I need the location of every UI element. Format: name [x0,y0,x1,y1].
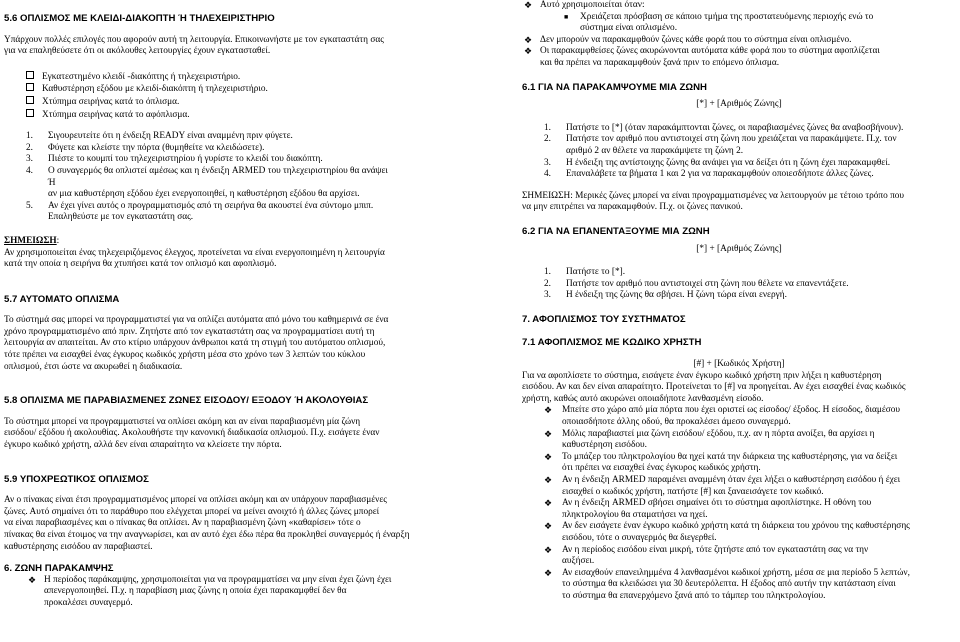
list-item-text: αυξήσει. [562,556,595,567]
list-item-text: ότι πρέπει να εισαχθεί ένας έγκυρος κωδικός χρήστη. [562,463,761,474]
left-column [4,0,470,610]
list-number: 2. [26,142,33,153]
list-item [544,169,956,181]
list-item-text: σύστημα είναι οπλισμένο. [580,23,678,34]
paragraph-line: Υπάρχουν πολλές επιλογές που αφορούν αυτή τη λειτουργία. Επικοινωνήστε με τον εγκαταστάτη σας [4,34,384,45]
checklist-item [26,109,470,122]
list-item-text: Αν έχει γίνει αυτός ο προγραμματισμός από τη σειρήνα θα ακουστεί ένα σύντομο μπιπ. [48,200,374,211]
list-item-text: Αν η ένδειξη ARMED παραμένει αναμμένη όταν έχει λήξει ο καθυστέρηση εισόδου ή έχει [562,475,901,485]
list-item-text: Σιγουρευτείτε ότι η ένδειξη READY είναι αναμμένη πριν φύγετε. [48,131,293,142]
note-heading [4,236,470,248]
paragraph-line: οπλισμού, έτσι ώστε να ακυρωθεί η διαδικασία. [4,361,183,372]
list-item [544,290,956,302]
list-item-text: Πατήστε το [*] (όταν παρακάμπτονται ζώνες, οι παραβιασμένες ζώνες θα αναβοσβήνουν). [566,122,904,133]
paragraph-line: εισόδου. Αν και δεν είναι απαραίτητο. Προτείνεται το [#] να προηγείται. Αν έχει εισαχθεί ένας κωδικός [522,382,906,393]
diamond-bullet-icon: ❖ [544,567,553,578]
list-item-text: Η ένδειξη της αντίστοιχης ζώνης θα ανάψει για να δείξει ότι η ζώνη έχει παρακαμφθεί. [566,157,891,168]
list-item-text: Αν η ένδειξη ARMED σβήσει σημαίνει ότι το σύστημα αφοπλίστηκε. Η οθόνη του [562,498,872,509]
list-item [522,35,956,47]
list-number: 1. [544,122,551,133]
paragraph-line: Για να αφοπλίσετε το σύστημα, εισάγετε έναν έγκυρο κωδικό χρήστη πριν λήξει η καθυστέρηση [522,370,882,381]
section-title-7-1: 7.1 ΑΦΟΠΛΙΣΜΟΣ ΜΕ ΚΩΔΙΚΟ ΧΡΗΣΤΗ [522,337,702,349]
paragraph-line: Αν ο πίνακας είναι έτσι προγραμματισμένος μπορεί να οπλίσει ακόμη και αν υπάρχουν παραβιασμένες [4,495,387,506]
list-item-text: Χρειάζεται πρόσβαση σε κάποιο τμήμα της προστατευόμενης περιοχής ενώ το [580,11,874,22]
paragraph-line: τότε πρέπει να εισαχθεί ένας έγκυρος κωδικός χρήστη μέσα στο χρόνο των 3 λεπτών του κύκλου [4,350,366,361]
diamond-bullet-icon: ❖ [524,0,533,10]
diamond-bullet-icon: ❖ [544,521,553,532]
section-title-5-7: 5.7 ΑΥΤΟΜΑΤΟ ΟΠΛΙΣΜΑ [4,293,120,305]
paragraph-line: ΣΗΜΕΙΩΣΗ: Μερικές ζώνες μπορεί να είναι προγραμματισμένες να λειτουργούν με τέτοιο τρόπο που [522,190,905,201]
paragraph-line: καθυστέρησης εισόδου αν παραβιαστεί. [4,541,153,552]
list-item-text: Το μπάζερ του πληκτρολογίου θα ηχεί κατά την διάρκεια της καθυστέρησης, για να δείξει [562,451,898,462]
note-label: ΣΗΜΕΙΩΣΗ [4,235,57,246]
paragraph-line: ζώνες. Αυτό σημαίνει ότι το παράθυρο που ελέγχεται μπορεί να μείνει ανοιχτό ή άλλες ζώνες μπορεί [4,506,380,517]
list-item [522,498,956,521]
paragraph-line: να είναι παραβιασμένες και ο πίνακας θα οπλίσει. Αν η παραβιασμένη ζώνη «καθαρίσει» τότε ο [4,518,361,529]
command-syntax: [*] + [Αριθμός Ζώνης] [696,99,782,110]
list-item-text: προκαλέσει συναγερμό. [44,597,133,608]
list-item-text: Ή [48,177,56,188]
list-item-text: Δεν μπορούν να παρακαμφθούν ζώνες κάθε φορά που το σύστημα είναι οπλισμένο. [540,34,852,45]
checkbox-icon [26,71,34,79]
sub-list-item [522,12,956,35]
checklist-item [26,71,470,84]
paragraph-line: λειτουργία αν απαιτείται. Αν στο κτίριο υπάρχουν άνθρωποι κατά τη στιγμή του αυτόματου οπλισμού, [4,338,386,349]
diamond-bullet-icon: ❖ [544,428,553,439]
list-item [544,134,956,157]
list-number: 2. [544,134,551,145]
paragraph-line: έγκυρο κωδικό χρήστη, αλλά δεν είναι απαραίτητο να κλείσετε την πόρτα. [4,440,282,451]
list-item [26,131,470,143]
list-item-text: Πατήστε το [*]. [566,267,626,278]
checklist-item-label: Χτύπημα σειρήνας κατά το αφόπλισμα. [42,109,190,120]
list-item [522,475,956,498]
list-item [522,568,956,603]
command-syntax: [*] + [Αριθμός Ζώνης] [696,243,782,254]
list-number: 5. [26,200,33,211]
list-item-text: Επαναλάβετε τα βήματα 1 και 2 για να παρακαμφθούν οποιεσδήποτε άλλες ζώνες. [566,169,874,180]
checklist-item [26,83,470,96]
command-syntax: [#] + [Κωδικός Χρήστη] [693,359,785,370]
paragraph-line: εισόδου/ εξόδου ή ακολουθίας. Ακολουθήστε την κανονική διαδικασία οπλισμού. Π.χ. εισάγετε έναν [4,428,380,439]
diamond-bullet-icon: ❖ [524,34,533,45]
list-item [544,279,956,291]
list-number: 1. [26,131,33,142]
list-item [522,405,956,428]
list-number: 4. [26,165,33,176]
list-number: 3. [544,290,551,301]
section-title-5-9: 5.9 ΥΠΟΧΡΕΩΤΙΚΟΣ ΟΠΛΙΣΜΟΣ [4,473,149,485]
list-item-text: Αν εισαχθούν επανειλημμένα 4 λανθασμένοι κωδικοί χρήστη, μέσα σε μια περίοδο 5 λεπτών, [562,567,910,578]
steps-list [522,123,956,181]
list-item-text: Ο συναγερμός θα οπλιστεί αμέσως και η ένδειξη ARMED του τηλεχειριστηρίου θα ανάψει [48,165,388,176]
paragraph-line: πίνακας θα είναι έτοιμος να την αναγνωρίσει, και αν αυτό έχει έδω πέρα θα προκληθεί συναγερμός ή έναρξη [4,530,410,540]
list-item [4,575,470,610]
list-number: 2. [544,278,551,289]
diamond-bullet-icon: ❖ [524,46,533,57]
list-item [522,429,956,452]
diamond-bullet-icon: ❖ [544,405,553,416]
list-item-text: καθυστέρηση εισόδου. [562,440,647,451]
list-item-text: Επαληθεύστε με τον εγκαταστάτη σας. [48,212,194,223]
square-bullet-icon: ■ [564,12,569,21]
list-number: 3. [26,154,33,165]
list-item-text: Η περίοδος παράκαμψης, χρησιμοποιείται για να προγραμματίσει να μην είναι έχει ζώνη έχει [44,574,392,585]
diamond-bullet-icon: ❖ [544,544,553,555]
paragraph-line: Το σύστημά σας μπορεί να προγραμματιστεί για να οπλίζει αυτόματα από μόνο του καθημερινά σε ένα [4,315,389,326]
list-item-text: οποιασδήποτε άλλης οδού, θα προκαλέσει άμεσο συναγερμό. [562,417,791,428]
list-item-text: απενεργοποιηθεί. Π.χ. η παραβίαση μιας ζώνης η οποία έχει παρακαμφθεί δεν θα [44,586,347,597]
steps-list [522,267,956,302]
list-number: 1. [544,267,551,278]
note-colon: : [56,235,60,246]
list-item-text: και θα πρέπει να παρακαμφθούν ξανά πριν το επόμενο όπλισμα. [540,57,780,68]
list-item-text: Πιέστε το κουμπί του τηλεχειριστηρίου ή γυρίστε το κλειδί του διακόπτη. [48,154,323,165]
paragraph-line: χρόνο προγραμματισμένο από πριν. Ζητήστε από τον εγκαταστάτη σας να προγραμματίσει αυτή τη [4,326,375,337]
list-item-text: Η ένδειξη της ζώνης θα σβήσει. Η ζώνη τώρα είναι ενεργή. [566,290,787,301]
paragraph-line: κατά την οποία η σειρήνα θα χτυπήσει κατά τον οπλισμό και αφοπλισμό. [4,259,277,270]
list-item-text: Αν η περίοδος εισόδου είναι μικρή, τότε ζητήστε από τον εγκαταστάτη σας να την [562,544,869,555]
section-title-5-8: 5.8 ΟΠΛΙΣΜΑ ΜΕ ΠΑΡΑΒΙΑΣΜΕΝΕΣ ΖΩΝΕΣ ΕΙΣΟΔΟΥ/ ΕΞΟΔΟΥ Ή ΑΚΟΛΟΥΘΙΑΣ [4,395,369,407]
diamond-bullet-icon: ❖ [544,498,553,509]
paragraph-line: να μην επιτρέπει να παρακαμφθούν. Π.χ. οι ζώνες πανικού. [522,202,743,213]
list-item [522,46,956,69]
checklist-item-label: Καθυστέρηση εξόδου με κλειδί-διακόπτη ή τηλεχειριστήριο. [42,84,268,95]
list-item [544,123,956,135]
checklist [4,71,470,121]
list-item-text: Μπείτε στο χώρο από μία πόρτα που έχει οριστεί ως είσοδος/ έξοδος. Η είσοδος, διαμέσου [562,405,901,416]
list-item-text: εισαχθεί ο κωδικός χρήστη, πατήστε [#] και ξαναεισάγετε τον κωδικό. [562,486,824,497]
section-title-6: 6. ΖΩΝΗ ΠΑΡΑΚΑΜΨΗΣ [4,563,114,575]
list-item [544,158,956,170]
list-item-text: το σύστημα θα κλειδώσει για 30 δευτερόλεπτα. Η έξοδος από αυτήν την κατάσταση είναι [562,579,896,590]
list-item-text: Αν δεν εισάγετε έναν έγκυρο κωδικό χρήστη κατά τη διάρκεια του χρόνου της καθυστέρησης [562,521,910,532]
list-item [544,267,956,279]
list-item-text: Αυτό χρησιμοποιείται όταν: [540,0,645,10]
section-title-5-6: 5.6 ΟΠΛΙΣΜΟΣ ΜΕ ΚΛΕΙΔΙ-ΔΙΑΚΟΠΤΗ Ή ΤΗΛΕΧΕΙΡΙΣΤΗΡΙΟ [4,13,275,24]
checklist-item-label: Εγκατεστημένο κλειδί -διακόπτης ή τηλεχειριστήριο. [42,71,241,82]
list-item-text: το σύστημα θα επανερχόμενο ξανά από το τάμπερ του πληκτρολογίου. [562,590,826,601]
checkbox-icon [26,96,34,104]
checklist-item-label: Χτύπημα σειρήνας κατά το όπλισμα. [42,96,180,107]
diamond-bullet-icon: ❖ [28,574,37,585]
list-item-text: Φύγετε και κλείστε την πόρτα (θυμηθείτε να κλειδώσετε). [48,142,265,153]
list-item-text: Πατήστε τον αριθμό που αντιστοιχεί στη ζώνη που χρειάζεται να παρακάμψετε. Π.χ. τον [566,134,897,145]
list-number: 3. [544,157,551,168]
paragraph-line: για να επαληθεύσετε ότι οι ακόλουθες λειτουργίες έχουν εγκατασταθεί. [4,46,271,57]
section-title-6-2: 6.2 ΓΙΑ ΝΑ ΕΠΑΝΕΝΤΑΞΟΥΜΕ ΜΙΑ ΖΩΝΗ [522,225,710,237]
steps-list [4,131,470,224]
paragraph-line: χρήστη, καθώς αυτό ακυρώνει οποιαδήποτε λανθασμένη είσοδο. [522,393,764,404]
checklist-item [26,96,470,109]
list-item [26,143,470,155]
diamond-bullet-icon: ❖ [544,451,553,462]
list-number: 4. [544,169,551,180]
list-item [522,545,956,568]
paragraph-line: Το σύστημα μπορεί να προγραμματιστεί να οπλίσει ακόμη και αν είναι παραβιασμένη μία ζώνη [4,416,361,427]
list-item [522,521,956,544]
list-item [26,201,470,224]
list-item [522,0,956,12]
checkbox-icon [26,109,34,117]
list-item-text: Μόλις παραβιαστεί μια ζώνη εισόδου/ εξόδου, π.χ. αν η πόρτα ανοίξει, θα αρχίσει η [562,428,875,439]
list-item-text: αριθμό 2 αν θέλετε να παρακάμψετε τη ζώνη 2. [566,145,744,156]
paragraph-line: Αν χρησιμοποιείται ένας τηλεχειριζόμενος έλεγχος, προτείνεται να είναι ενεργοποιημένη η λειτουργία [4,247,385,258]
list-item-text: αν μια καθυστέρηση εξόδου έχει ενεργοποιηθεί, η καθυστέρηση εξόδου θα αρχίσει. [48,189,360,200]
list-item [522,452,956,475]
list-item [26,154,470,166]
list-item [26,166,470,201]
section-title-6-1: 6.1 ΓΙΑ ΝΑ ΠΑΡΑΚΑΜΨΟΥΜΕ ΜΙΑ ΖΩΝΗ [522,81,707,93]
list-item-text: Πατήστε τον αριθμό που αντιστοιχεί στη ζώνη που θέλετε να επανεντάξετε. [566,278,849,289]
list-item-text: εισόδου, τότε ο συναγερμός θα διεγερθεί. [562,532,717,543]
diamond-bullet-icon: ❖ [544,475,553,485]
right-column [522,0,956,603]
list-item-text: Οι παρακαμφθείσες ζώνες ακυρώνονται αυτόματα κάθε φορά που το σύστημα αφοπλίζεται [540,46,880,57]
checkbox-icon [26,83,34,91]
section-title-7: 7. ΑΦΟΠΛΙΣΜΟΣ ΤΟΥ ΣΥΣΤΗΜΑΤΟΣ [522,313,686,325]
list-item-text: πληκτρολογίου θα σταματήσει να ηχεί. [562,509,708,520]
